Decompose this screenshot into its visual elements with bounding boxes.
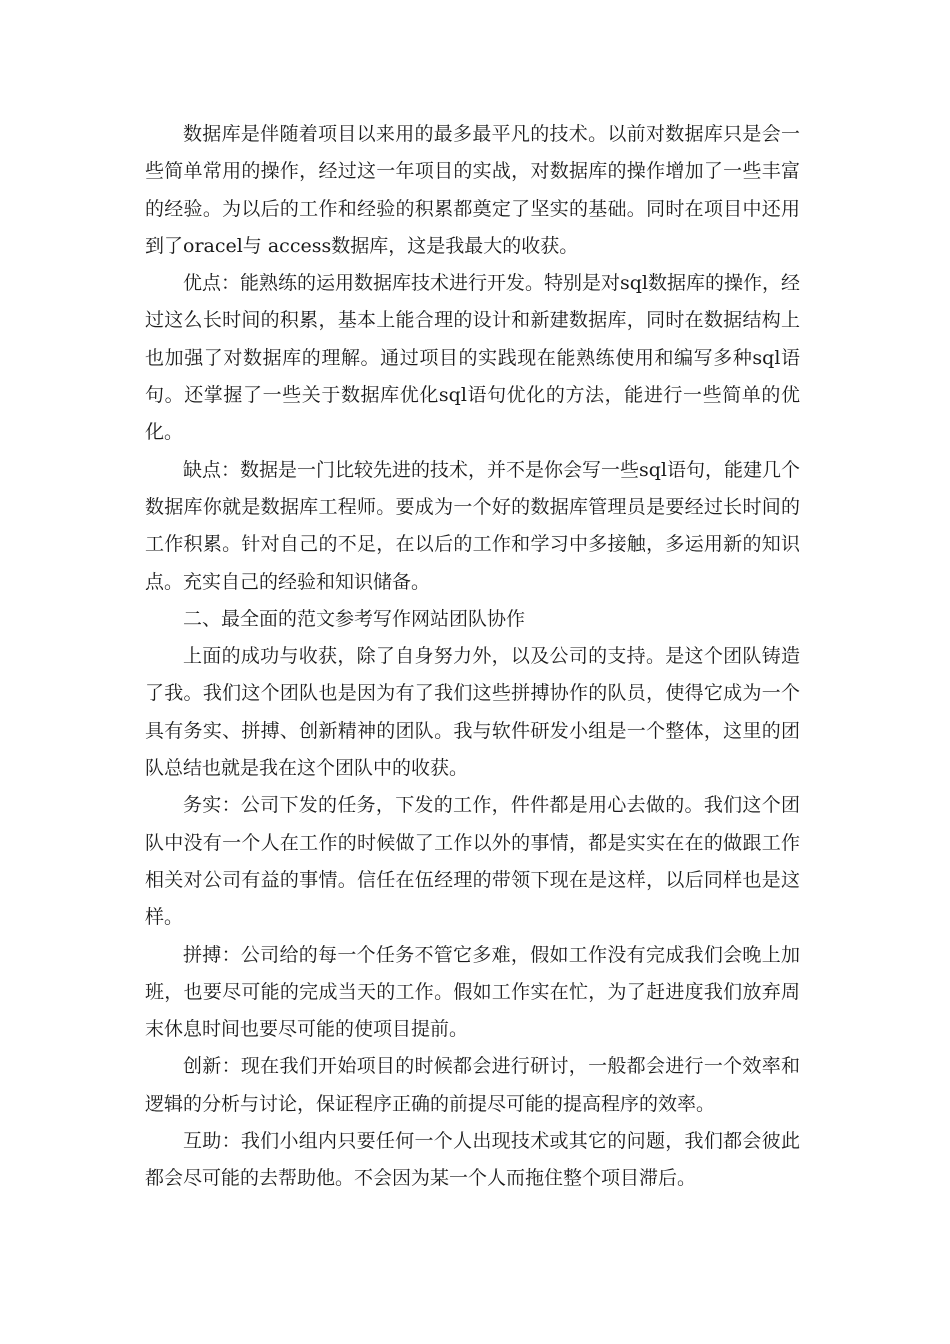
section-heading-teamwork: 二、最全面的范文参考写作网站团队协作 [183, 607, 526, 630]
paragraph-disadvantages: 缺点：数据是一门比较先进的技术，并不是你会写一些sql语句，能建几个数据库你就是数据库工程师。要成为一个好的数据库管理员是要经过长时间的工作积累。针对自己的不足，在以后的工作和学习中多接触，多运用新的知识点。充实自己的经验和知识储备。 [145, 458, 800, 593]
paragraph-mutual-help: 互助：我们小组内只要任何一个人出现技术或其它的问题，我们都会彼此都会尽可能的去帮助他。不会因为某一个人而拖住整个项目滞后。 [145, 1130, 800, 1190]
paragraph-innovation: 创新：现在我们开始项目的时候都会进行研讨，一般都会进行一个效率和逻辑的分析与讨论，保证程序正确的前提尽可能的提高程序的效率。 [145, 1055, 800, 1115]
paragraph-advantages: 优点：能熟练的运用数据库技术进行开发。特别是对sql数据库的操作，经过这么长时间的积累，基本上能合理的设计和新建数据库，同时在数据结构上也加强了对数据库的理解。通过项目的实践现在能熟练使用和编写多种sql语句。还掌握了一些关于数据库优化sql语句优化的方法，能进行一些简单的优化。 [145, 272, 800, 444]
paragraph-database-intro: 数据库是伴随着项目以来用的最多最平凡的技术。以前对数据库只是会一些简单常用的操作，经过这一年项目的实战，对数据库的操作增加了一些丰富的经验。为以后的工作和经验的积累都奠定了坚实的基础。同时在项目中还用到了oracel与 access数据库，这是我最大的收获。 [145, 123, 800, 257]
document-body [145, 116, 800, 1198]
paragraph-team-intro: 上面的成功与收获，除了自身努力外，以及公司的支持。是这个团队铸造了我。我们这个团队也是因为有了我们这些拼搏协作的队员，使得它成为一个具有务实、拼搏、创新精神的团队。我与软件研发小组是一个整体，这里的团队总结也就是我在这个团队中的收获。 [145, 645, 800, 780]
paragraph-pragmatism: 务实：公司下发的任务，下发的工作，件件都是用心去做的。我们这个团队中没有一个人在工作的时候做了工作以外的事情，都是实实在在的做跟工作相关对公司有益的事情。信任在伍经理的带领下现在是这样，以后同样也是这样。 [145, 794, 800, 929]
paragraph-hard-work: 拼搏：公司给的每一个任务不管它多难，假如工作没有完成我们会晚上加班，也要尽可能的完成当天的工作。假如工作实在忙，为了赶进度我们放弃周末休息时间也要尽可能的使项目提前。 [145, 943, 800, 1041]
